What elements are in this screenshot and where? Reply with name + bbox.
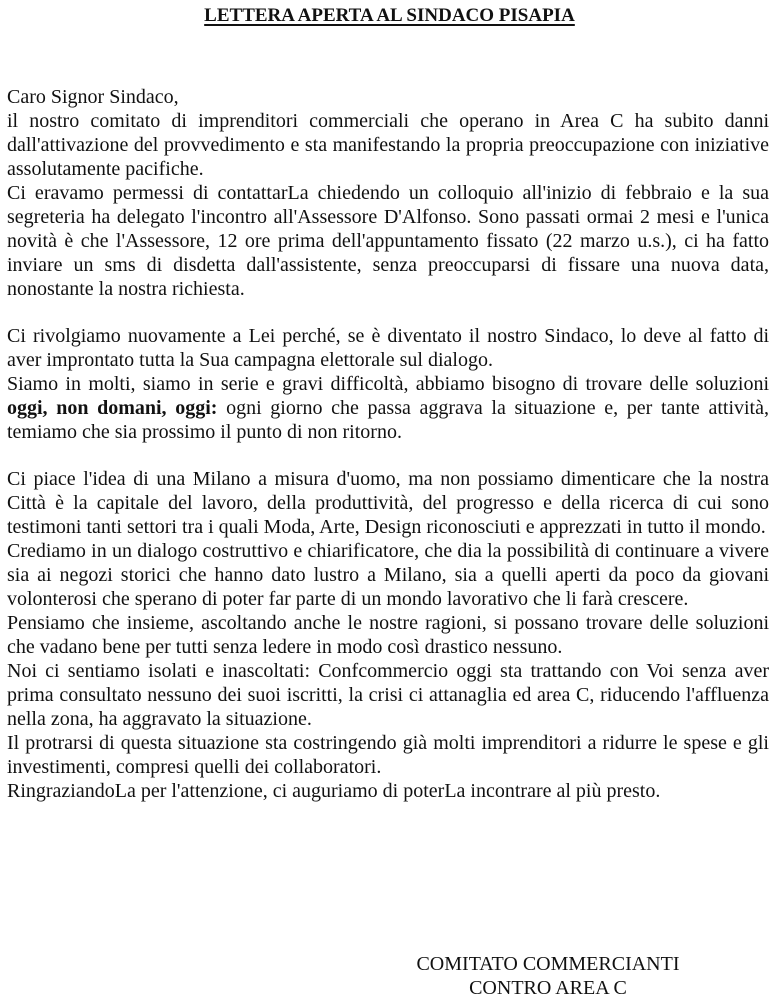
paragraph-milano: Ci piace l'idea di una Milano a misura d'uomo, ma non possiamo dimenticare che la nostra Città è la capitale del lavoro, della produttività, del progresso e della ricerca di cui sono testimoni tanti settori tra i quali Moda, Arte, Design riconosciuti e apprezzati in tutto il mondo. bbox=[7, 468, 769, 538]
paragraph-meeting-request: Ci eravamo permessi di contattarLa chiedendo un colloquio all'inizio di febbraio e la sua segreteria ha delegato l'incontro all'Assessore D'Alfonso. Sono passati ormai 2 mesi e l'unica novità è che l'Assessore, 12 ore prima dell'appuntamento fissato (22 marzo u.s.), ci ha fatto inviare un sms di disdetta dall'assistente, senza preoccuparsi di fissare una nuova data, nonostante la nostra richiesta. bbox=[7, 182, 769, 300]
paragraph-gap bbox=[7, 444, 769, 467]
salutation: Caro Signor Sindaco, bbox=[7, 86, 179, 108]
signature-line-2: CONTRO AREA C bbox=[469, 977, 627, 999]
paragraph-constructive-dialogue: Crediamo in un dialogo costruttivo e chiarificatore, che dia la possibilità di continuare a vivere sia ai negozi storici che hanno dato lustro a Milano, sia a quelli aperti da poco da giovani volonterosi che sperano di poter far parte di un mondo lavorativo che li farà crescere. bbox=[7, 540, 769, 610]
urgency-text-after: ogni giorno che passa aggrava la situazione e, per tante attività, temiamo che sia prossimo il punto di non ritorno. bbox=[7, 397, 769, 443]
letter-title bbox=[0, 4, 779, 28]
signature-line-1: COMITATO COMMERCIANTI bbox=[416, 953, 680, 975]
paragraph-urgency bbox=[7, 372, 769, 444]
paragraph-solutions: Pensiamo che insieme, ascoltando anche le nostre ragioni, si possano trovare delle soluzioni che vadano bene per tutti senza ledere in modo così drastico nessuno. bbox=[7, 612, 769, 658]
paragraph-costs: Il protrarsi di questa situazione sta costringendo già molti imprenditori a ridurre le spese e gli investimenti, compresi quelli dei collaboratori. bbox=[7, 732, 769, 778]
paragraph-gap bbox=[7, 301, 769, 324]
urgency-text-before: Siamo in molti, siamo in serie e gravi difficoltà, abbiamo bisogno di trovare delle soluzioni bbox=[7, 373, 769, 395]
urgency-bold-text: oggi, non domani, oggi: bbox=[7, 397, 218, 419]
paragraph-dialogue: Ci rivolgiamo nuovamente a Lei perché, se è diventato il nostro Sindaco, lo deve al fatto di aver improntato tutta la Sua campagna elettorale sul dialogo. bbox=[7, 325, 769, 371]
letter-body bbox=[7, 85, 769, 803]
letter-title-text: LETTERA APERTA AL SINDACO PISAPIA bbox=[204, 5, 575, 26]
paragraph-intro: il nostro comitato di imprenditori commerciali che operano in Area C ha subito danni dall'attivazione del provvedimento e sta manifestando la propria preoccupazione con iniziative assolutamente pacifiche. bbox=[7, 110, 769, 180]
paragraph-isolated: Noi ci sentiamo isolati e inascoltati: Confcommercio oggi sta trattando con Voi senza aver prima consultato nessuno dei suoi iscritti, la crisi ci attanaglia ed area C, riducendo l'affluenza nella zona, ha aggravato la situazione. bbox=[7, 660, 769, 730]
signature-block bbox=[398, 952, 698, 1000]
paragraph-closing: RingraziandoLa per l'attenzione, ci auguriamo di poterLa incontrare al più presto. bbox=[7, 780, 661, 802]
